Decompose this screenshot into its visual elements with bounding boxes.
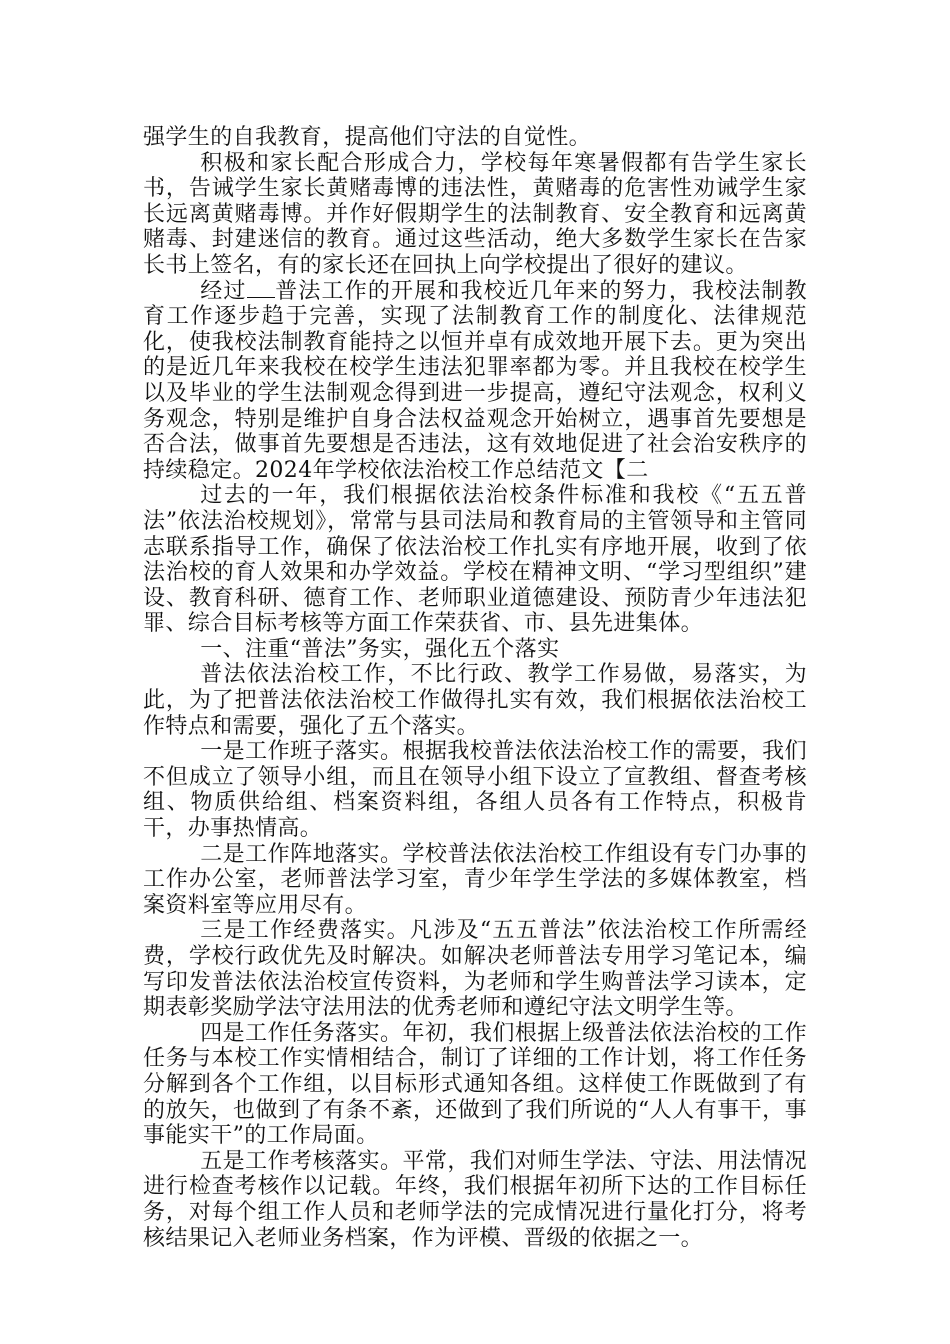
fill-in-blank xyxy=(247,279,275,298)
paragraph-parents-cooperation: 积极和家长配合形成合力，学校每年寒暑假都有告学生家长书，告诫学生家长黄赌毒博的违法性，黄赌毒的危害性劝诫学生家长远离黄赌毒博。并作好假期学生的法制教育、安全教育和远离黄赌毒、封建迷信的教育。通过这些活动，绝大多数学生家长在告家长书上签名，有的家长还在回执上向学校提出了很好的建议。 xyxy=(143,150,807,278)
paragraph-legal-education-results xyxy=(143,279,807,484)
paragraph-implementation-intro: 普法依法治校工作，不比行政、教学工作易做，易落实，为此，为了把普法依法治校工作做得扎实有效，我们根据依法治校工作特点和需要，强化了五个落实。 xyxy=(143,662,807,739)
paragraph-continuation: 强学生的自我教育，提高他们守法的自觉性。 xyxy=(143,125,592,150)
paragraph-work-tasks: 四是工作任务落实。年初，我们根据上级普法依法治校的工作任务与本校工作实情相结合，制订了详细的工作计划，将工作任务分解到各个工作组，以目标形式通知各组。这样使工作既做到了有的放矢，也做到了有条不紊，还做到了我们所说的“人人有事干，事事能实干”的工作局面。 xyxy=(143,1020,807,1149)
paragraph-work-funding: 三是工作经费落实。凡涉及“五五普法”依法治校工作所需经费，学校行政优先及时解决。如解决老师普法专用学习笔记本，编写印发普法依法治校宣传资料，为老师和学生购普法学习读本，定期表彰奖励学法守法用法的优秀老师和遵纪守法文明学生等。 xyxy=(143,918,807,1021)
section-heading-five-implementations: 一、注重“普法”务实，强化五个落实 xyxy=(200,636,560,662)
document-body xyxy=(143,125,807,1251)
paragraph-text-after-blank: 普法工作的开展和我校近几年来的努力，我校法制教育工作逐步趋于完善，实现了法制教育工作的制度化、法律规范化，使我校法制教育能持之以恒并卓有成效地开展下去。更为突出的是近几年来我校在校学生违法犯罪率都为零。并且我校在校学生以及毕业的学生法制观念得到进一步提高，遵纪守法观念，权利义务观念，特别是维护自身合法权益观念开始树立，遇事首先要想是否合法，做事首先要想是否违法，这有效地促进了社会治安秩序的持续稳定。2024年学校依法治校工作总结范文【二 xyxy=(143,278,807,483)
paragraph-work-venue: 二是工作阵地落实。学校普法依法治校工作组设有专门办事的工作办公室，老师普法学习室，青少年学生学法的多媒体教室，档案资料室等应用尽有。 xyxy=(143,841,807,918)
paragraph-text-before-blank: 经过 xyxy=(200,278,247,304)
paragraph-work-team: 一是工作班子落实。根据我校普法依法治校工作的需要，我们不但成立了领导小组，而且在领导小组下设立了宣教组、督查考核组、物质供给组、档案资料组，各组人员各有工作特点，积极肯干，办事热情高。 xyxy=(143,739,807,842)
paragraph-work-assessment: 五是工作考核落实。平常，我们对师生学法、守法、用法情况进行检查考核作以记载。年终，我们根据年初所下达的工作目标任务，对每个组工作人员和老师学法的完成情况进行量化打分，将考核结果记入老师业务档案，作为评模、晋级的依据之一。 xyxy=(143,1148,807,1251)
paragraph-past-year-summary: 过去的一年，我们根据依法治校条件标准和我校《“五五普法”依法治校规划》，常常与县司法局和教育局的主管领导和主管同志联系指导工作，确保了依法治校工作扎实有序地开展，收到了依法治校的育人效果和办学效益。学校在精神文明、“学习型组织”建设、教育科研、德育工作、老师职业道德建设、预防青少年违法犯罪、综合目标考核等方面工作荣获省、市、县先进集体。 xyxy=(143,483,807,637)
